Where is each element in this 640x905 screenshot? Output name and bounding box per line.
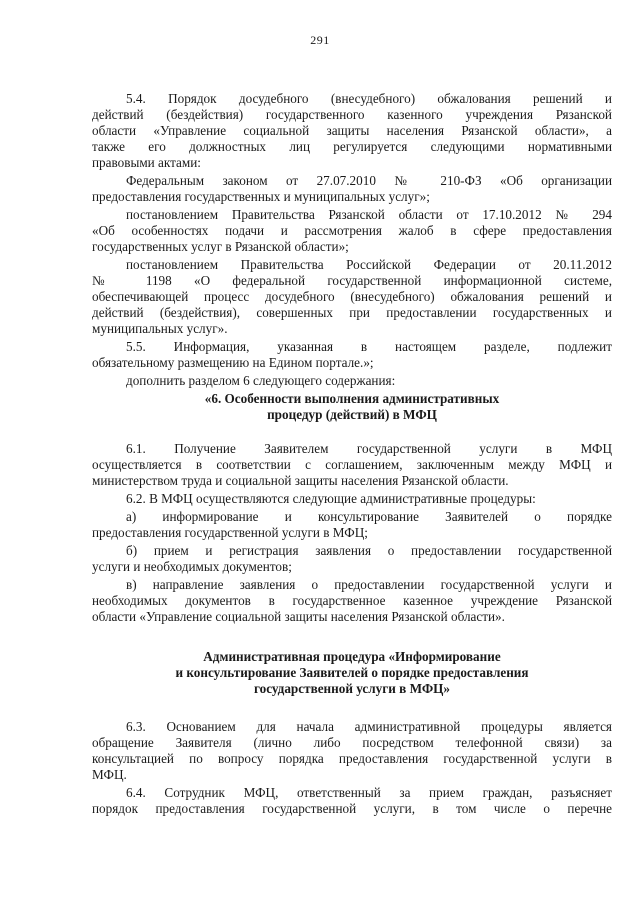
paragraph-line: области «Управление социальной защиты населения Рязанской области». — [92, 609, 505, 624]
paragraph-line: постановлением Правительства Российской Федерации от 20.11.2012 — [126, 257, 612, 272]
paragraph-line: постановлением Правительства Рязанской области от 17.10.2012 № 294 — [126, 207, 612, 222]
subsection-heading: Административная процедура «Информирование — [203, 649, 501, 664]
section-heading: «6. Особенности выполнения административных — [204, 391, 500, 406]
paragraph-line: министерством труда и социальной защиты населения Рязанской области. — [92, 473, 509, 488]
paragraph-line: обязательному размещению на Едином портале.»; — [92, 355, 374, 370]
paragraph-line: а) информирование и консультирование Заявителей о порядке — [126, 509, 612, 524]
paragraph-line: 6.3. Основанием для начала административной процедуры является — [126, 719, 612, 734]
paragraph-line: предоставления государственной услуги в МФЦ; — [92, 525, 368, 540]
page-number: 291 — [310, 33, 330, 47]
paragraph-line: области «Управление социальной защиты населения Рязанской области», а — [92, 123, 612, 138]
paragraph-line: услуги и необходимых документов; — [92, 559, 292, 574]
subsection-heading: и консультирование Заявителей о порядке предоставления — [175, 665, 529, 680]
paragraph-line: консультацией по вопросу порядка предоставления государственной услуги в — [92, 751, 612, 766]
paragraph-line: 5.4. Порядок досудебного (внесудебного) обжалования решений и — [126, 91, 612, 106]
paragraph-line: «Об особенностях подачи и рассмотрения жалоб в сфере предоставления — [92, 223, 612, 238]
paragraph-line: также его должностных лиц регулируется следующими нормативными — [92, 139, 612, 154]
paragraph-line: правовыми актами: — [92, 155, 201, 170]
paragraph-line: в) направление заявления о предоставлении государственной услуги и — [126, 577, 612, 592]
paragraph-line: предоставления государственных и муниципальных услуг»; — [92, 189, 430, 204]
paragraph-line: 5.5. Информация, указанная в настоящем разделе, подлежит — [126, 339, 612, 354]
paragraph-line: дополнить разделом 6 следующего содержания: — [126, 373, 396, 388]
paragraph-line: порядок предоставления государственной услуги, в том числе о перечне — [92, 801, 612, 816]
paragraph-line: осуществляется в соответствии с соглашением, заключенным между МФЦ и — [92, 457, 612, 472]
paragraph-line: необходимых документов в государственное казенное учреждение Рязанской — [92, 593, 612, 608]
paragraph-line: Федеральным законом от 27.07.2010 № 210-ФЗ «Об организации — [126, 173, 612, 188]
paragraph-line: муниципальных услуг». — [92, 321, 228, 336]
paragraph-line: 6.2. В МФЦ осуществляются следующие административные процедуры: — [126, 491, 536, 506]
paragraph-line: обращение Заявителя (лично либо посредством телефонной связи) за — [92, 735, 612, 750]
paragraph-line: действий (бездействия) государственного казенного учреждения Рязанской — [92, 107, 612, 122]
paragraph-line: б) прием и регистрация заявления о предоставлении государственной — [126, 543, 612, 558]
paragraph-line: МФЦ. — [92, 767, 127, 782]
subsection-heading: государственной услуги в МФЦ» — [253, 681, 451, 696]
paragraph-line: государственных услуг в Рязанской области»; — [92, 239, 349, 254]
section-heading: процедур (действий) в МФЦ — [267, 407, 437, 422]
paragraph-line: действий (бездействия), совершенных при предоставлении государственных и — [92, 305, 612, 320]
paragraph-line: 6.4. Сотрудник МФЦ, ответственный за прием граждан, разъясняет — [126, 785, 612, 800]
paragraph-line: 6.1. Получение Заявителем государственной услуги в МФЦ — [126, 441, 612, 456]
paragraph-line: обеспечивающей процесс досудебного (внесудебного) обжалования решений и — [92, 289, 612, 304]
paragraph-line: № 1198 «О федеральной государственной информационной системе, — [92, 273, 612, 288]
